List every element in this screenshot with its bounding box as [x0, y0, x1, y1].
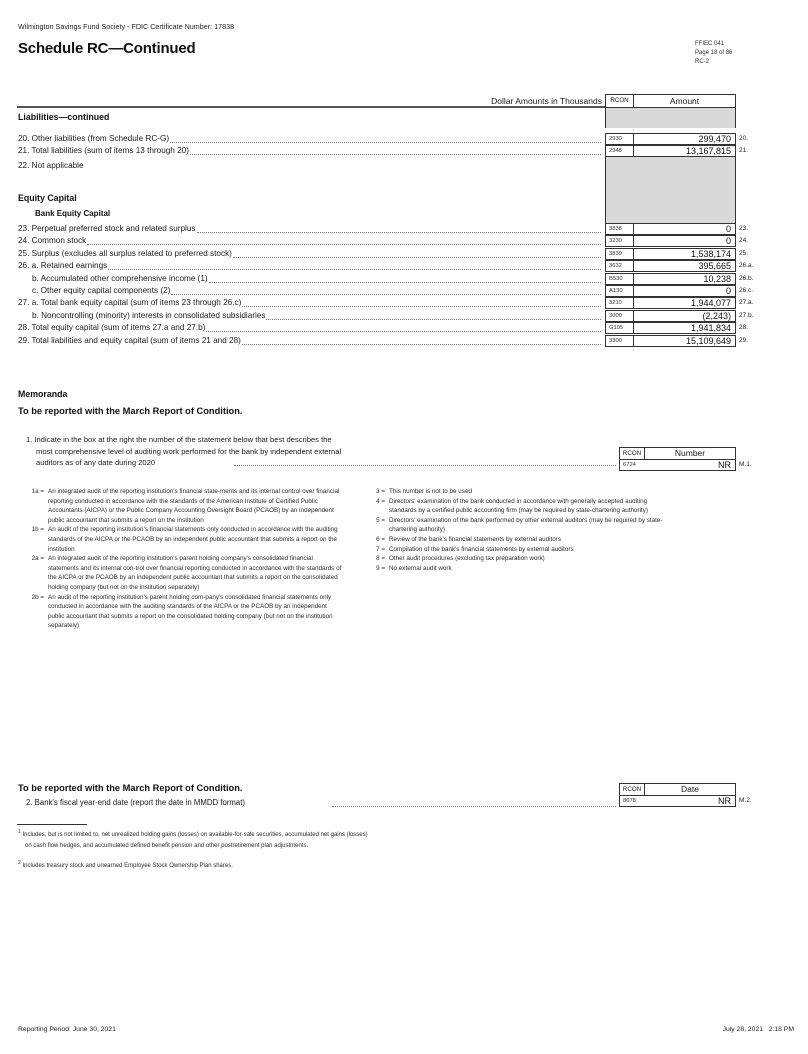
amount-input[interactable]: 0 — [634, 223, 736, 235]
legend-code: 2b = — [31, 593, 44, 601]
dot-leader — [266, 319, 601, 320]
dot-leader — [209, 282, 601, 283]
item-ref: 28. — [739, 324, 749, 332]
rcon-code: 2948 — [605, 145, 634, 157]
legend-code: 6 = — [376, 535, 385, 543]
legend-code: 9 = — [376, 564, 385, 572]
report-timestamp: July 28, 2021 2:18 PM — [722, 1026, 794, 1033]
memo1-rcon-code: 6724 — [619, 459, 645, 471]
amount-input[interactable]: 299,470 — [634, 133, 736, 145]
audit-legend-right — [363, 487, 673, 573]
amount-input[interactable]: 13,167,815 — [634, 145, 736, 157]
item-ref: 24. — [739, 237, 749, 245]
memo-item-1-line-2: most comprehensive level of auditing work performed for the bank by independent external — [36, 446, 342, 456]
memo1-number-input[interactable]: NR — [644, 459, 736, 471]
memo-item-1-line-3: auditors as of any date during 2020 — [36, 458, 156, 467]
dot-leader — [87, 244, 601, 245]
rcon-code: 3300 — [605, 335, 634, 347]
row-label: 27. a. Total bank equity capital (sum of items 23 through 26.c) — [18, 298, 242, 308]
amount-column-header: Amount — [633, 94, 736, 107]
row-label: 23. Perpetual preferred stock and related surplus — [18, 224, 196, 233]
amount-input[interactable]: 0 — [634, 235, 736, 247]
table-row — [18, 297, 241, 309]
legend-text: Review of the bank's financial statements by external auditors — [389, 535, 562, 543]
item-ref: 27.b. — [739, 311, 754, 319]
item-ref: 21. — [739, 147, 749, 154]
rcon-code: 3839 — [605, 248, 634, 260]
dot-leader — [206, 331, 601, 332]
rcon-code: A130 — [605, 285, 634, 297]
footnote-2-text: Includes treasury stock and unearned Employee Stock Ownership Plan shares. — [22, 863, 233, 869]
dot-leader — [242, 306, 601, 307]
amount-input[interactable]: 0 — [634, 285, 736, 297]
memoranda-title: Memoranda — [18, 389, 68, 399]
legend-item — [363, 564, 673, 574]
memo-item-1-line-1: 1. Indicate in the box at the right the number of the statement below that best describes the — [26, 435, 332, 444]
amount-input[interactable]: 15,109,649 — [634, 335, 736, 347]
row-label: 29. Total liabilities and equity capital (sum of items 21 and 28) — [18, 335, 241, 345]
rcon-code: B530 — [605, 273, 634, 285]
subsection-title-bank-equity: Bank Equity Capital — [35, 209, 111, 218]
dot-leader — [242, 344, 601, 345]
shaded-cell — [605, 157, 736, 223]
legend-code: 1a = — [31, 488, 44, 495]
rcon-code: G105 — [605, 322, 634, 334]
legend-text: An audit of the reporting institution's parent holding com-pany's consolidated financial statements only conducted in accordance with the auditing standards of the AICPA or the PCAOB by an independent public accountant that submits a report on the consolidated holding company (but not on the institution separately) — [48, 593, 333, 630]
page-title: Schedule RC—Continued — [18, 40, 196, 57]
dollar-amounts-label: Dollar Amounts in Thousands — [491, 96, 602, 106]
legend-item — [363, 516, 673, 535]
legend-item — [363, 487, 673, 497]
footnote-rule — [17, 824, 87, 825]
section-title-equity: Equity Capital — [18, 193, 77, 203]
rcon-code: 3230 — [605, 235, 634, 247]
legend-code: 2a = — [31, 555, 44, 563]
dot-leader — [332, 806, 616, 807]
row-label: b. Noncontrolling (minority) interests in consolidated subsidiaries — [32, 310, 266, 320]
amount-input[interactable]: 10,238 — [634, 273, 736, 285]
item-ref: 26.c. — [739, 287, 754, 294]
dot-leader — [171, 294, 601, 295]
legend-text: No external audit work — [389, 564, 452, 572]
item-ref: 20. — [739, 135, 749, 142]
amount-input[interactable]: 1,538,174 — [634, 248, 736, 260]
legend-item — [22, 554, 342, 592]
rcon-code: 2930 — [605, 133, 634, 145]
legend-text: Other audit procedures (excluding tax preparation work) — [389, 555, 545, 563]
table-row — [18, 223, 196, 235]
rcon-code: 3632 — [605, 260, 634, 272]
dot-leader — [233, 257, 601, 258]
dot-leader — [190, 154, 601, 155]
row-label: c. Other equity capital components (2) — [32, 286, 171, 295]
table-row — [32, 273, 208, 285]
item-ref: 26.b. — [739, 274, 754, 282]
row-label: b. Accumulated other comprehensive income (1) — [32, 273, 208, 283]
march-report-note-2: To be reported with the March Report of Condition. — [18, 783, 243, 793]
row-label: 26. a. Retained earnings — [18, 261, 108, 271]
row-label: 28. Total equity capital (sum of items 27.a and 27.b) — [18, 323, 206, 333]
dot-leader — [108, 269, 601, 270]
legend-text: An integrated audit of the reporting institution's financial state-ments and its internal control over financial reporting conducted in accordance with the standards of the American Institute of Certified Public Accountants (AICPA) or the Public Company Accounting Oversight Board (PCAOB) by an independent public accountant that submits a report on the institution — [48, 488, 340, 524]
row-label: 24. Common stock — [18, 236, 87, 246]
legend-code: 7 = — [376, 545, 385, 553]
legend-item — [22, 525, 342, 554]
legend-text: Directors' examination of the bank conducted in accordance with generally accepted auditing standards by a certified public accounting firm (may be required by state-chartering authority) — [389, 497, 648, 515]
page-number: Page 18 of 86 — [695, 50, 733, 56]
row-label: 20. Other liabilities (from Schedule RC-G) — [18, 134, 170, 143]
rcon-code: 3838 — [605, 223, 634, 235]
item-ref: 29. — [739, 336, 749, 344]
table-row — [18, 260, 107, 272]
legend-item — [363, 554, 673, 564]
table-row — [18, 235, 86, 247]
memo2-ref: M.2. — [739, 797, 752, 804]
footnote-2-number: 2 — [18, 860, 21, 866]
memo-item-2-label: 2. Bank's fiscal year-end date (report the date in MMDD format) — [26, 798, 246, 807]
audit-legend-left — [22, 487, 342, 631]
memo2-rcon-code: 8678 — [619, 795, 645, 807]
section-title-liabilities: Liabilities—continued — [18, 112, 110, 122]
dot-leader — [170, 142, 601, 143]
legend-item — [22, 593, 342, 631]
legend-code: 3 = — [376, 488, 385, 495]
legend-code: 5 = — [376, 516, 385, 524]
memo1-rcon-header: RCON — [619, 447, 645, 459]
amount-input[interactable]: 1,944,077 — [634, 297, 736, 309]
schedule-code: RC-2 — [695, 59, 710, 65]
legend-item — [363, 545, 673, 555]
rcon-column-header: RCON — [605, 94, 634, 107]
item-ref: 25. — [739, 249, 749, 257]
table-row — [18, 335, 241, 347]
table-row — [18, 133, 169, 145]
row-label: 25. Surplus (excludes all surplus related to preferred stock) — [18, 248, 232, 258]
legend-code: 1b = — [31, 526, 44, 534]
table-row — [18, 145, 189, 157]
rcon-code: 3210 — [605, 297, 634, 309]
table-row — [32, 310, 265, 322]
memo2-date-input[interactable]: NR — [644, 795, 736, 807]
march-report-note: To be reported with the March Report of Condition. — [18, 406, 243, 416]
legend-item — [363, 497, 673, 516]
reporting-period: Reporting Period: June 30, 2021 — [18, 1026, 116, 1033]
memo-item-1-text — [26, 434, 496, 469]
footnote-1-text: Includes, but is not limited to, net unrealized holding gains (losses) on available-for-sale securities, accumulated net gains (losses) — [22, 832, 368, 838]
memo1-number-header: Number — [644, 447, 736, 459]
amount-input[interactable]: (2,243) — [634, 310, 736, 322]
legend-code: 4 = — [376, 497, 385, 505]
rcon-code: 3000 — [605, 310, 634, 322]
footnote-2 — [18, 858, 233, 872]
dot-leader — [197, 232, 601, 233]
legend-text: Directors' examination of the bank performed by other external auditors (may be required by state-chartering authority) — [389, 516, 663, 534]
legend-text: This number is not to be used — [389, 488, 472, 495]
legend-text: An audit of the reporting institution's financial statements only conducted in accordance with the auditing standards of the AICPA or the PCAOB by an independent public accountant that submits a report on the institution — [48, 526, 338, 553]
footnote-1 — [18, 827, 368, 851]
amount-input[interactable]: 1,941,834 — [634, 322, 736, 334]
dot-leader — [234, 465, 616, 466]
footnote-1-text-cont: on cash flow hedges, and accumulated defined benefit pension and other postretirement plan adjustments. — [25, 842, 309, 849]
amount-input[interactable]: 395,665 — [634, 260, 736, 272]
memo2-date-header: Date — [644, 783, 736, 795]
table-row — [18, 248, 232, 260]
row-label: 21. Total liabilities (sum of items 13 through 20) — [18, 146, 189, 155]
row-not-applicable: 22. Not applicable — [18, 161, 84, 170]
legend-code: 8 = — [376, 555, 385, 563]
item-ref: 23. — [739, 225, 749, 232]
legend-item — [22, 487, 342, 525]
shaded-cell — [605, 107, 736, 128]
form-number: FFIEC 041 — [695, 41, 725, 47]
table-row — [32, 285, 170, 297]
item-ref: 27.a. — [739, 299, 754, 307]
footnote-1-number: 1 — [18, 829, 21, 835]
legend-text: Compilation of the bank's financial statements by external auditors — [389, 545, 574, 553]
item-ref: 26.a. — [739, 262, 754, 270]
memo2-rcon-header: RCON — [619, 783, 645, 795]
legend-item — [363, 535, 673, 545]
legend-text: An integrated audit of the reporting institution's parent holding company's consolidated financial statements and its internal con-trol over financial reporting conducted in accordance with the standards of the AICPA or the PCAOB by an independent public accountant that submits a report on the consolidated holding company (but not on the institution separately) — [48, 555, 342, 591]
top-rule — [17, 106, 605, 108]
table-row — [18, 322, 205, 334]
form-identifier — [695, 40, 732, 67]
memo1-ref: M.1. — [739, 461, 752, 468]
institution-name: Wilmington Savings Fund Society - FDIC Certificate Number: 17838 — [18, 22, 235, 31]
